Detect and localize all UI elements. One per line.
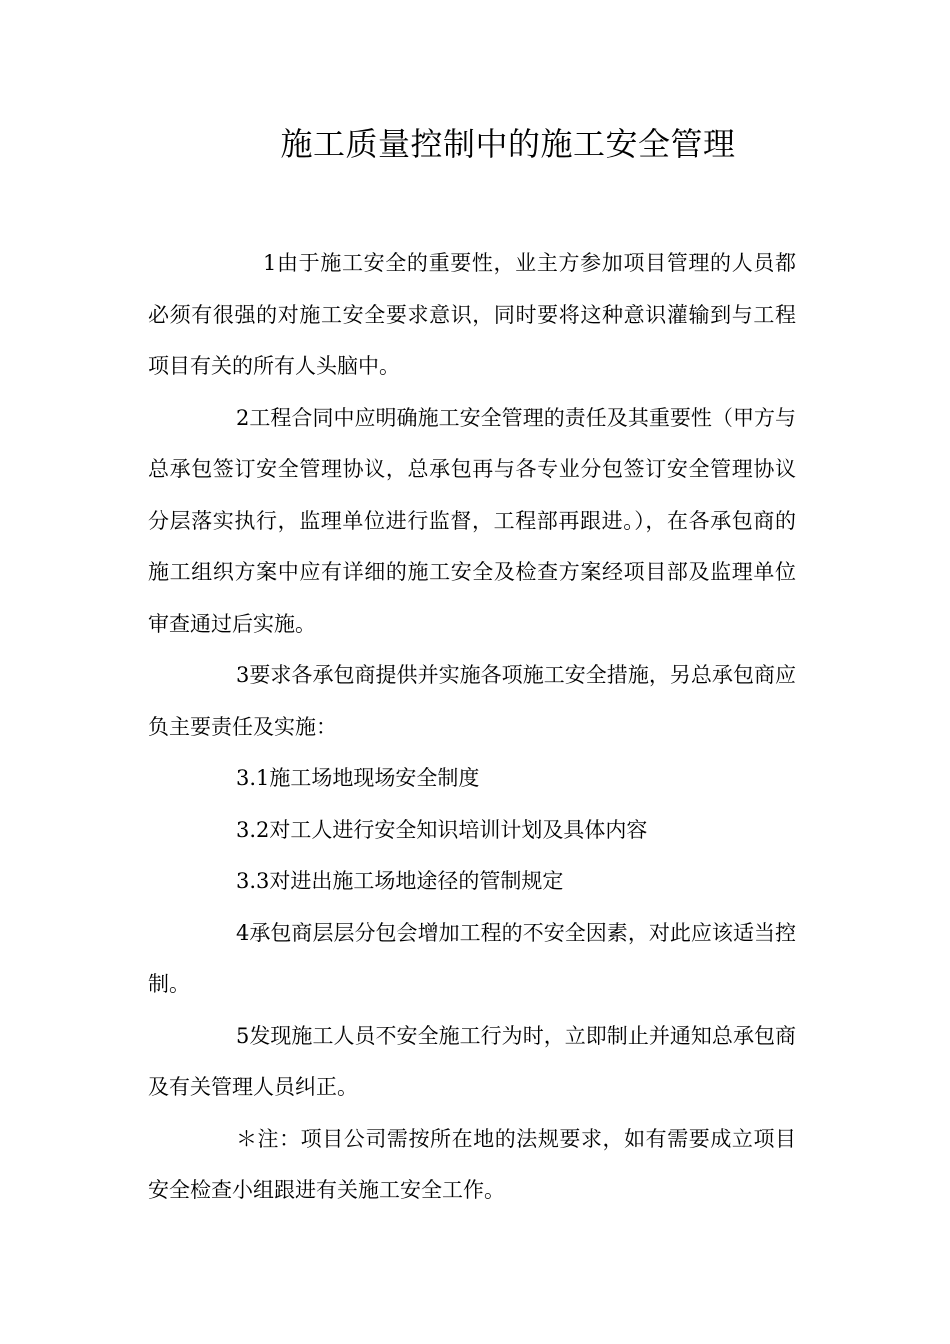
paragraph-3-2: 3.2对工人进行安全知识培训计划及具体内容 — [236, 817, 648, 842]
note-paragraph: ＊注：项目公司需按所在地的法规要求，如有需要成立项目安全检查小组跟进有关施工安全工作。 — [148, 1126, 796, 1202]
page-title: 施工质量控制中的施工安全管理 — [280, 125, 736, 163]
paragraph-3-3: 3.3对进出施工场地途径的管制规定 — [236, 869, 564, 893]
paragraph-1: 1由于施工安全的重要性，业主方参加项目管理的人员都必须有很强的对施工安全要求意识，同时要将这种意识灌输到与工程项目有关的所有人头脑中。 — [148, 251, 796, 378]
paragraph-5: 5发现施工人员不安全施工行为时，立即制止并通知总承包商及有关管理人员纠正。 — [148, 1023, 796, 1099]
document-body — [148, 238, 796, 1217]
paragraph-3-1: 3.1施工场地现场安全制度 — [236, 766, 480, 790]
paragraph-2: 2工程合同中应明确施工安全管理的责任及其重要性（甲方与总承包签订安全管理协议，总承包再与各专业分包签订安全管理协议分层落实执行，监理单位进行监督，工程部再跟进。），在各承包商的施工组织方案中应有详细的施工安全及检查方案经项目部及监理单位审查通过后实施。 — [148, 405, 796, 636]
paragraph-3: 3要求各承包商提供并实施各项施工安全措施，另总承包商应负主要责任及实施： — [148, 663, 796, 739]
paragraph-4: 4承包商层层分包会增加工程的不安全因素，对此应该适当控制。 — [148, 920, 796, 996]
